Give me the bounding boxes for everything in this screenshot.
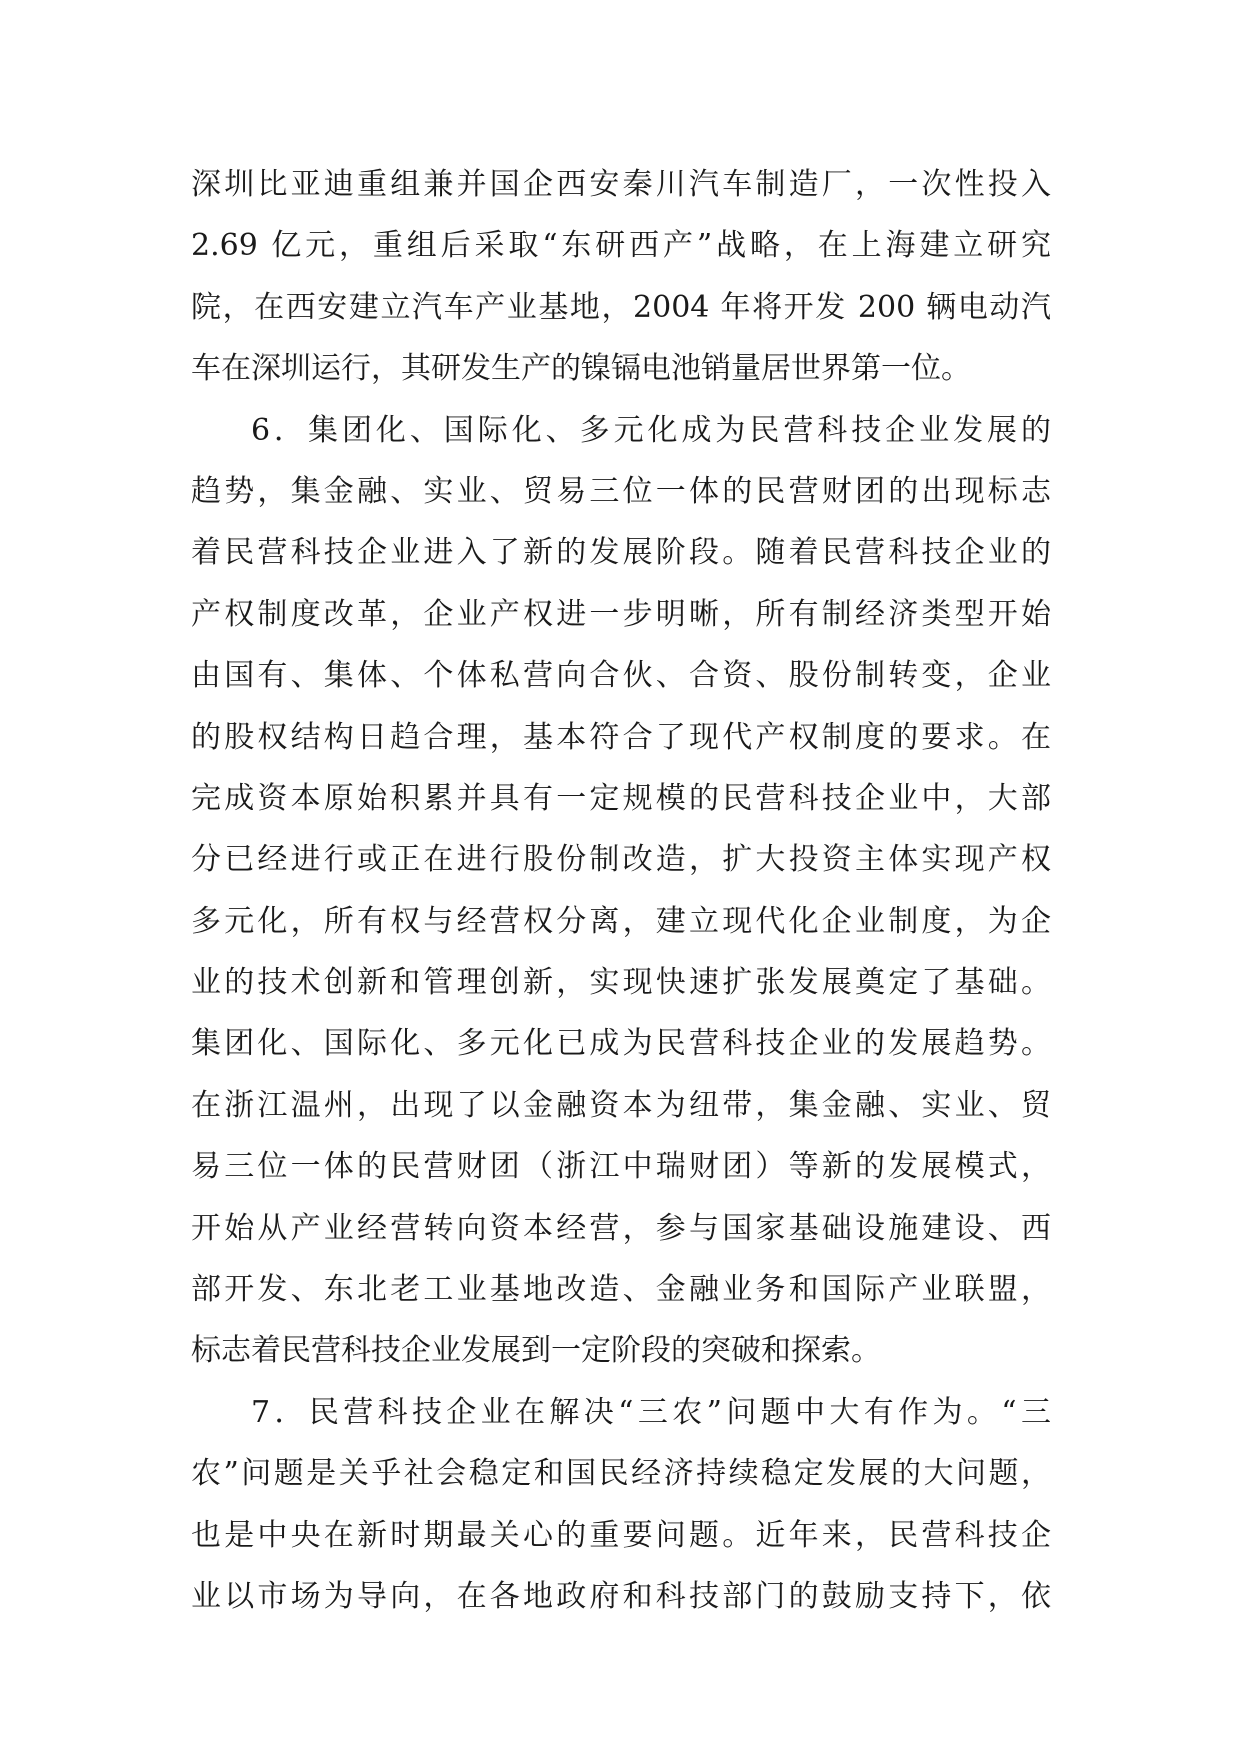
text-line: 的股权结构日趋合理，基本符合了现代产权制度的要求。在 bbox=[191, 719, 1051, 755]
text-line: 着民营科技企业进入了新的发展阶段。随着民营科技企业的 bbox=[191, 535, 1051, 571]
text-line: 集团化、国际化、多元化已成为民营科技企业的发展趋势。 bbox=[191, 1026, 1051, 1062]
text-line: 业以市场为导向，在各地政府和科技部门的鼓励支持下，依 bbox=[191, 1578, 1051, 1614]
text-line: 院，在西安建立汽车产业基地，2004 年将开发 200 辆电动汽 bbox=[191, 289, 1051, 325]
text-line: 由国有、集体、个体私营向合伙、合资、股份制转变，企业 bbox=[191, 658, 1051, 694]
text-line: 趋势，集金融、实业、贸易三位一体的民营财团的出现标志 bbox=[191, 473, 1051, 509]
text-line: 在浙江温州，出现了以金融资本为纽带，集金融、实业、贸 bbox=[191, 1087, 1051, 1123]
text-line: 农”问题是关乎社会稳定和国民经济持续稳定发展的大问题， bbox=[191, 1456, 1051, 1492]
text-line: 车在深圳运行，其研发生产的镍镉电池销量居世界第一位。 bbox=[191, 351, 971, 387]
text-line: 分已经进行或正在进行股份制改造，扩大投资主体实现产权 bbox=[191, 842, 1051, 878]
paragraph-6-first-line: 6．集团化、国际化、多元化成为民营科技企业发展的 bbox=[251, 412, 1051, 448]
text-line: 深圳比亚迪重组兼并国企西安秦川汽车制造厂，一次性投入 bbox=[191, 167, 1051, 202]
text-line: 业的技术创新和管理创新，实现快速扩张发展奠定了基础。 bbox=[191, 965, 1051, 1001]
text-line: 标志着民营科技企业发展到一定阶段的突破和探索。 bbox=[191, 1333, 881, 1369]
text-line: 多元化，所有权与经营权分离，建立现代化企业制度，为企 bbox=[191, 903, 1051, 939]
text-line: 也是中央在新时期最关心的重要问题。近年来，民营科技企 bbox=[191, 1517, 1051, 1553]
text-line: 2.69 亿元，重组后采取“东研西产”战略，在上海建立研究 bbox=[191, 228, 1051, 264]
text-line: 产权制度改革，企业产权进一步明晰，所有制经济类型开始 bbox=[191, 596, 1051, 632]
text-line: 易三位一体的民营财团（浙江中瑞财团）等新的发展模式， bbox=[191, 1149, 1051, 1185]
text-line: 完成资本原始积累并具有一定规模的民营科技企业中，大部 bbox=[191, 780, 1051, 816]
text-line: 开始从产业经营转向资本经营，参与国家基础设施建设、西 bbox=[191, 1210, 1051, 1246]
text-line: 部开发、东北老工业基地改造、金融业务和国际产业联盟， bbox=[191, 1272, 1051, 1308]
body-text bbox=[191, 154, 1051, 1627]
paragraph-7-first-line: 7．民营科技企业在解决“三农”问题中大有作为。“三 bbox=[251, 1394, 1051, 1430]
